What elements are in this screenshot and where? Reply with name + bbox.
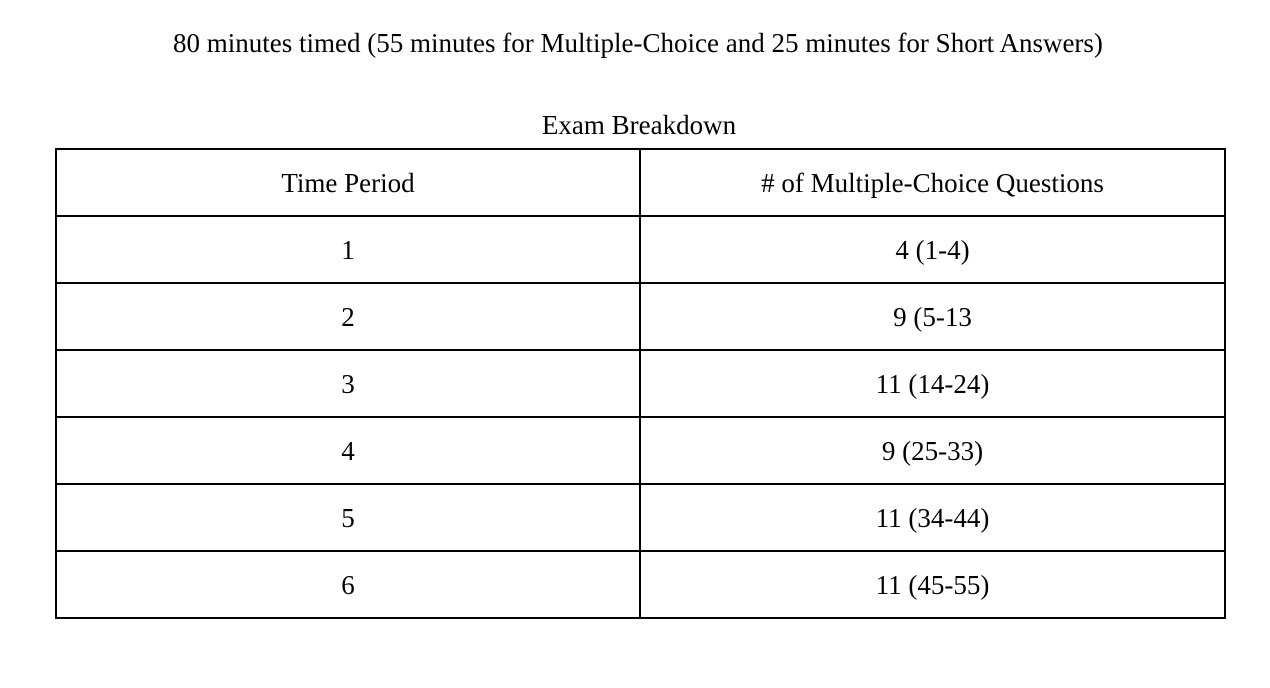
question-count-cell: 9 (25-33)	[640, 417, 1225, 484]
exam-breakdown-table	[55, 148, 1226, 619]
question-count-cell: 4 (1-4)	[640, 216, 1225, 283]
table-header-row	[56, 149, 1225, 216]
exam-timing-text: 80 minutes timed (55 minutes for Multiple-Choice and 25 minutes for Short Answers)	[173, 28, 1103, 58]
question-count-cell: 11 (14-24)	[640, 350, 1225, 417]
time-period-cell: 1	[56, 216, 640, 283]
question-count-cell: 11 (34-44)	[640, 484, 1225, 551]
time-period-cell: 4	[56, 417, 640, 484]
table-row	[56, 350, 1225, 417]
table-row	[56, 551, 1225, 618]
table-caption: Exam Breakdown	[541, 110, 737, 140]
table-row	[56, 484, 1225, 551]
table-row	[56, 283, 1225, 350]
question-count-cell: 11 (45-55)	[640, 551, 1225, 618]
time-period-cell: 3	[56, 350, 640, 417]
header-mc-questions: # of Multiple-Choice Questions	[640, 149, 1225, 216]
time-period-cell: 2	[56, 283, 640, 350]
table-row	[56, 216, 1225, 283]
table-row	[56, 417, 1225, 484]
time-period-cell: 6	[56, 551, 640, 618]
time-period-cell: 5	[56, 484, 640, 551]
header-time-period: Time Period	[56, 149, 640, 216]
question-count-cell: 9 (5-13	[640, 283, 1225, 350]
